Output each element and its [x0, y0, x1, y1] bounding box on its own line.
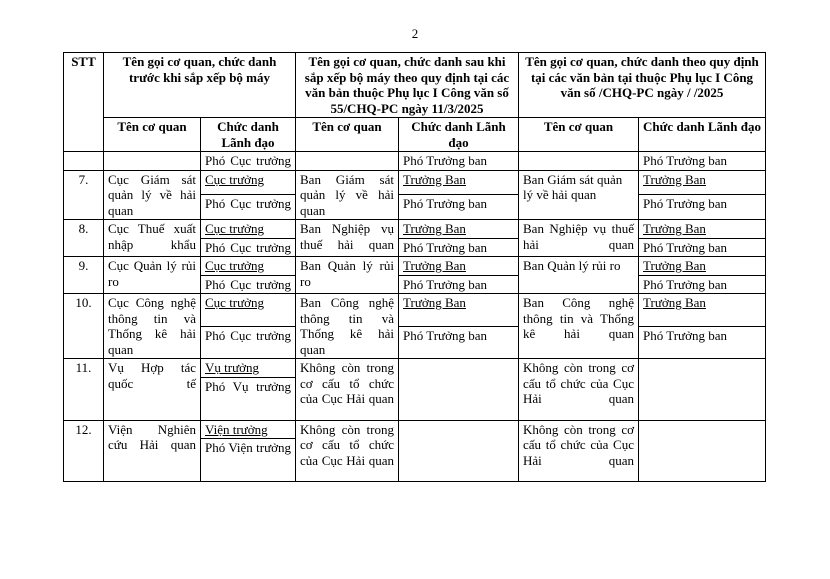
doc-title-cell	[639, 359, 766, 421]
doc-title-cell: Phó Trưởng ban	[639, 195, 766, 220]
stt-cell	[64, 152, 104, 171]
new-title-cell	[399, 359, 519, 421]
table-row	[64, 152, 766, 171]
new-title-cell: Phó Trưởng ban	[399, 195, 519, 220]
table-row	[64, 359, 766, 378]
title-cell: Vụ trưởng	[201, 359, 296, 378]
header-stt: STT	[64, 53, 104, 152]
subheader-agency: Tên cơ quan	[519, 118, 639, 152]
doc-title-cell: Trưởng Ban	[639, 294, 766, 327]
agency-cell: Viện Nghiên cứu Hải quan	[104, 420, 201, 482]
title-cell: Phó Cục trưởng	[201, 238, 296, 257]
title-cell: Phó Vụ trưởng	[201, 377, 296, 420]
page-number: 2	[411, 26, 419, 41]
new-agency-cell: Ban Quản lý rủi ro	[296, 257, 399, 294]
doc-agency-cell: Ban Quản lý rủi ro	[519, 257, 639, 294]
doc-title-cell: Phó Trưởng ban	[639, 275, 766, 294]
doc-title-cell: Phó Trưởng ban	[639, 326, 766, 359]
new-agency-cell: Không còn trong cơ cấu tổ chức của Cục Hải quan	[296, 420, 399, 482]
new-title-cell: Trưởng Ban	[399, 220, 519, 239]
agency-cell: Cục Công nghệ thông tin và Thống kê hải quan	[104, 294, 201, 359]
new-agency-cell: Ban Nghiệp vụ thuế hải quan	[296, 220, 399, 257]
header-after: Tên gọi cơ quan, chức danh sau khi sắp xếp bộ máy theo quy định tại các văn bản thuộc Phụ lục I Công văn số 55/CHQ-PC ngày 11/3/2025	[296, 53, 519, 118]
table-row	[64, 170, 766, 195]
title-cell: Phó Cục trưởng	[201, 326, 296, 359]
new-title-cell: Phó Trưởng ban	[399, 238, 519, 257]
subheader-title: Chức danh Lãnh đạo	[201, 118, 296, 152]
new-title-cell: Phó Trưởng ban	[399, 275, 519, 294]
new-title-cell	[399, 420, 519, 482]
new-title-cell: Trưởng Ban	[399, 294, 519, 327]
table-header-row	[64, 53, 766, 118]
doc-title-cell: Phó Trưởng ban	[639, 238, 766, 257]
new-title-cell: Phó Trưởng ban	[399, 326, 519, 359]
table-row	[64, 257, 766, 276]
subheader-agency: Tên cơ quan	[296, 118, 399, 152]
subheader-title: Chức danh Lãnh đạo	[399, 118, 519, 152]
new-agency-cell: Không còn trong cơ cấu tổ chức của Cục Hải quan	[296, 359, 399, 421]
title-cell: Cục trưởng	[201, 257, 296, 276]
agency-cell: Cục Giám sát quản lý về hải quan	[104, 170, 201, 220]
stt-cell: 8.	[64, 220, 104, 257]
new-title-cell: Trưởng Ban	[399, 257, 519, 276]
new-agency-cell: Ban Giám sát quản lý về hải quan	[296, 170, 399, 220]
title-cell: Cục trưởng	[201, 220, 296, 239]
table-row	[64, 220, 766, 239]
stt-cell: 7.	[64, 170, 104, 220]
subheader-agency: Tên cơ quan	[104, 118, 201, 152]
table-row	[64, 294, 766, 327]
title-cell: Phó Cục trưởng	[201, 275, 296, 294]
doc-agency-cell: Ban Giám sát quản lý về hải quan	[519, 170, 639, 220]
subheader-title: Chức danh Lãnh đạo	[639, 118, 766, 152]
agency-cell	[104, 152, 201, 171]
stt-cell: 9.	[64, 257, 104, 294]
stt-cell: 10.	[64, 294, 104, 359]
doc-agency-cell: Không còn trong cơ cấu tổ chức của Cục Hải quan	[519, 359, 639, 421]
title-cell: Cục trưởng	[201, 294, 296, 327]
doc-title-cell	[639, 420, 766, 482]
agency-cell: Cục Thuế xuất nhập khẩu	[104, 220, 201, 257]
doc-title-cell: Phó Trưởng ban	[639, 152, 766, 171]
doc-title-cell: Trưởng Ban	[639, 257, 766, 276]
agency-mapping-table	[63, 52, 766, 482]
agency-cell: Vụ Hợp tác quốc tế	[104, 359, 201, 421]
title-cell: Phó Cục trưởng	[201, 152, 296, 171]
new-agency-cell	[296, 152, 399, 171]
stt-cell: 12.	[64, 420, 104, 482]
doc-agency-cell: Không còn trong cơ cấu tổ chức của Cục Hải quan	[519, 420, 639, 482]
stt-cell: 11.	[64, 359, 104, 421]
table-row	[64, 420, 766, 439]
title-cell: Phó Viện trưởng	[201, 439, 296, 482]
doc-agency-cell	[519, 152, 639, 171]
new-agency-cell: Ban Công nghệ thông tin và Thống kê hải quan	[296, 294, 399, 359]
table-subheader-row	[64, 118, 766, 152]
title-cell: Viện trưởng	[201, 420, 296, 439]
doc-title-cell: Trưởng Ban	[639, 220, 766, 239]
new-title-cell: Phó Trưởng ban	[399, 152, 519, 171]
header-before: Tên gọi cơ quan, chức danh trước khi sắp xếp bộ máy	[104, 53, 296, 118]
doc-agency-cell: Ban Công nghệ thông tin và Thống kê hải quan	[519, 294, 639, 359]
header-docs: Tên gọi cơ quan, chức danh theo quy định tại các văn bản tại thuộc Phụ lục I Công văn số /CHQ-PC ngày / /2025	[519, 53, 766, 118]
title-cell: Phó Cục trưởng	[201, 195, 296, 220]
agency-cell: Cục Quản lý rủi ro	[104, 257, 201, 294]
doc-title-cell: Trưởng Ban	[639, 170, 766, 195]
new-title-cell: Trưởng Ban	[399, 170, 519, 195]
title-cell: Cục trưởng	[201, 170, 296, 195]
doc-agency-cell: Ban Nghiệp vụ thuế hải quan	[519, 220, 639, 257]
